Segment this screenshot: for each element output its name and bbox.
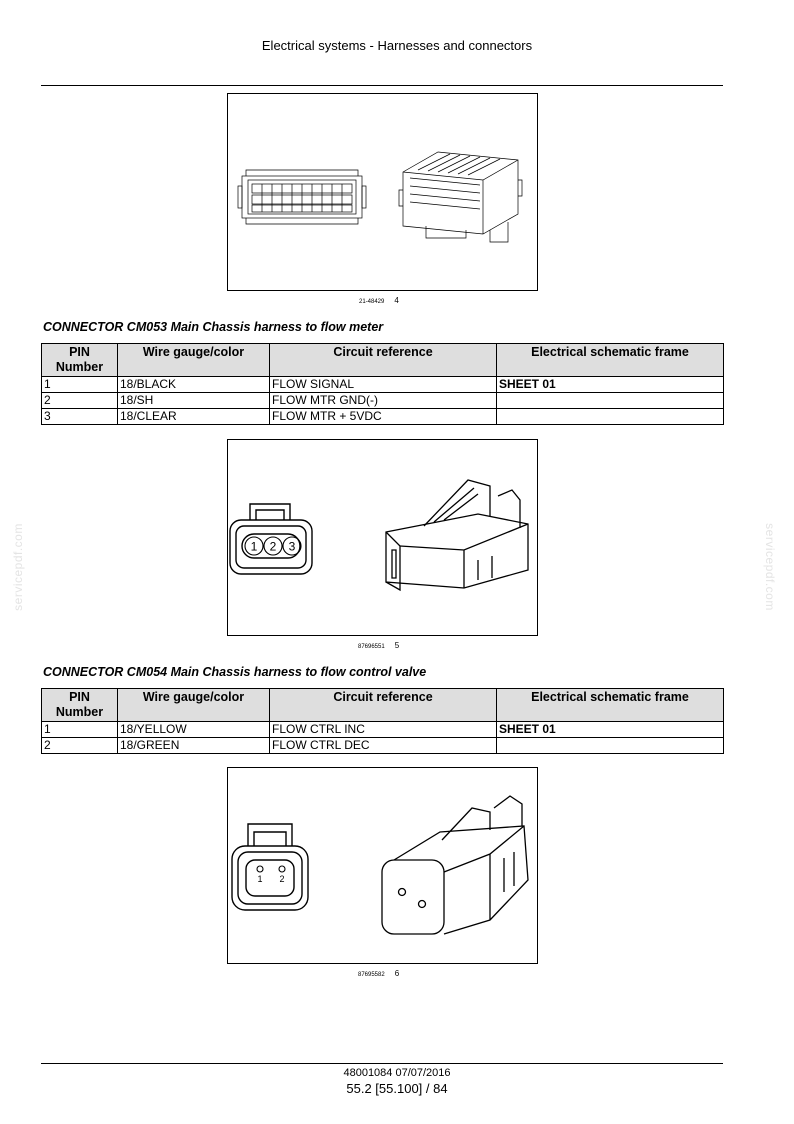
wire-gauge-color: 18/GREEN (118, 738, 270, 754)
column-header: PIN Number (42, 344, 118, 377)
column-header: Circuit reference (270, 689, 497, 722)
wire-gauge-color: 18/SH (118, 393, 270, 409)
circuit-reference: FLOW CTRL INC (270, 722, 497, 738)
three-pin-connector-drawing (228, 440, 539, 637)
cm053-pin-table (41, 343, 724, 425)
schematic-frame (497, 409, 724, 425)
two-pin-connector-drawing (228, 768, 539, 965)
figure-4-connector-drawing (227, 93, 538, 291)
pin-number: 1 (42, 377, 118, 393)
figure-4-code: 21-48429 (359, 299, 385, 305)
pin-number: 1 (42, 722, 118, 738)
table-header-row (42, 689, 724, 722)
pin-number: 3 (42, 409, 118, 425)
cm053-pin-label-1: 1 (250, 539, 258, 554)
figure-4-number: 4 (394, 296, 399, 305)
column-header: Electrical schematic frame (497, 344, 724, 377)
figure-6-code: 87695582 (358, 972, 385, 978)
schematic-frame: SHEET 01 (497, 722, 724, 738)
footer-page-number: 55.2 [55.100] / 84 (346, 1081, 448, 1096)
figure-5-caption (358, 641, 399, 650)
cm054-pin-label-1: 1 (257, 874, 263, 884)
cm054-pin-label-2: 2 (279, 874, 285, 884)
table-row (42, 377, 724, 393)
wire-gauge-color: 18/CLEAR (118, 409, 270, 425)
circuit-reference: FLOW MTR GND(-) (270, 393, 497, 409)
column-header: Electrical schematic frame (497, 689, 724, 722)
column-header: PIN Number (42, 689, 118, 722)
column-header: Circuit reference (270, 344, 497, 377)
figure-5-connector-drawing (227, 439, 538, 636)
cm053-pin-label-3: 3 (288, 539, 296, 554)
pin-number: 2 (42, 393, 118, 409)
table-header-row (42, 344, 724, 377)
table-row (42, 409, 724, 425)
figure-6-caption (358, 969, 399, 978)
figure-6-connector-drawing (227, 767, 538, 964)
pin-number: 2 (42, 738, 118, 754)
cm054-pin-table (41, 688, 724, 754)
wire-gauge-color: 18/BLACK (118, 377, 270, 393)
cm053-section-title: CONNECTOR CM053 Main Chassis harness to flow meter (43, 320, 384, 334)
table-row (42, 738, 724, 754)
circuit-reference: FLOW MTR + 5VDC (270, 409, 497, 425)
figure-4-caption (359, 296, 399, 305)
footer-rule (41, 1063, 723, 1064)
cm054-section-title: CONNECTOR CM054 Main Chassis harness to flow control valve (43, 665, 427, 679)
schematic-frame: SHEET 01 (497, 377, 724, 393)
column-header: Wire gauge/color (118, 344, 270, 377)
page-header-title: Electrical systems - Harnesses and connectors (261, 38, 533, 53)
multi-pin-connector-drawing (228, 94, 539, 292)
cm053-pin-label-2: 2 (269, 539, 277, 554)
wire-gauge-color: 18/YELLOW (118, 722, 270, 738)
header-rule (41, 85, 723, 86)
footer-doc-id: 48001084 07/07/2016 (343, 1067, 451, 1079)
table-row (42, 722, 724, 738)
figure-6-number: 6 (394, 969, 400, 978)
table-row (42, 393, 724, 409)
schematic-frame (497, 738, 724, 754)
schematic-frame (497, 393, 724, 409)
circuit-reference: FLOW SIGNAL (270, 377, 497, 393)
column-header: Wire gauge/color (118, 689, 270, 722)
watermark-left: servicepdf.com (10, 523, 25, 611)
circuit-reference: FLOW CTRL DEC (270, 738, 497, 754)
watermark-right: servicepdf.com (762, 523, 777, 611)
figure-5-code: 87696551 (358, 644, 385, 650)
figure-5-number: 5 (394, 641, 400, 650)
